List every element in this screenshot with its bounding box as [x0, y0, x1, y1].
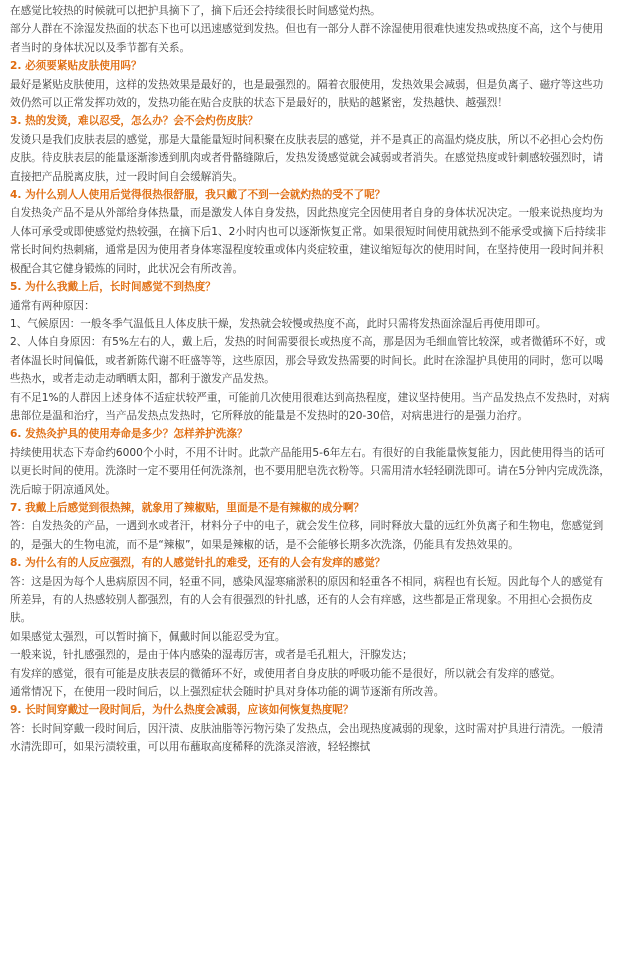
- body-paragraph: 答：这是因为每个人患病原因不同，轻重不同，感染风湿寒痛淤积的原因和轻重各不相同，病程也有长短。因此每个人的感觉有所差异，有的人热感较别人都强烈，有的人会有很强烈的针扎感，还有的人会有痒感，这些都是正常现象。不用担心会损伤皮肤。: [10, 575, 604, 625]
- body-paragraph: 自发热灸产品不是从外部给身体热量，而是激发人体自身发热，因此热度完全因使用者自身的身体状况决定。一般来说热度均为人体可承受或即使感觉灼热较强，在摘下后1、2小时内也可以逐渐恢复正常。如果很短时间使用就热到不能承受或摘下后持续非常长时间灼热刺痛，通常是因为使用者身体寒湿程度较重或体内炎症较重，建议缩短每次的使用时间，在坚持使用一段时间并积极配合其它健身锻炼的同时，此状况会有所改善。: [10, 207, 607, 275]
- body-paragraph: 2、人体自身原因：有5%左右的人，戴上后，发热的时间需要很长或热度不高，那是因为毛细血管比较深，或者微循环不好，或者体温长时间偏低，或者新陈代谢不旺盛等等，这些原因，那会导致发热需要的时间长。此时在涂湿护具使用的同时，您可以喝些热水，或者走动走动晒晒太阳，都利于激发产品发热。: [10, 336, 606, 386]
- body-paragraph: 有发痒的感觉，很有可能是皮肤表层的微循环不好，或使用者自身皮肤的呼吸功能不是很好，所以就会有发痒的感觉。: [10, 667, 561, 680]
- body-paragraph: 答：自发热灸的产品，一遇到水或者汗，材料分子中的电子，就会发生位移，同时释放大量的远红外负离子和生物电，您感觉到的，是强大的生物电流，而不是“辣椒”，如果是辣椒的话，是不会能够长期多次洗涤，仍能具有发热效果的。: [10, 520, 604, 551]
- body-paragraph: 通常情况下，在使用一段时间后，以上强烈症状会随时护具对身体功能的调节逐渐有所改善。: [10, 686, 445, 699]
- body-paragraph: 最好是紧贴皮肤使用，这样的发热效果是最好的，也是最强烈的。隔着衣服使用，发热效果会减弱，但是负离子、磁疗等这些功效仍然可以正常发挥功效的，发热功能在贴合皮肤的状态下是最好的，肤贴的越紧密，发热越快、越强烈！: [10, 78, 604, 110]
- body-paragraph: 通常有两种原因：: [10, 299, 95, 312]
- body-paragraph: 发烫只是我们皮肤表层的感觉，那是大量能量短时间积聚在皮肤表层的感觉，并不是真正的高温灼烧皮肤，所以不必担心会灼伤皮肤。待皮肤表层的能量逐渐渗透到肌肉或者骨骼缝隙后，发热发烫感觉就会减弱或者消失。在感觉热度或针刺感较强烈时，请直接把产品脱离皮肤，过一段时间自会缓解消失。: [10, 133, 604, 183]
- body-paragraph: 如果感觉太强烈，可以暂时摘下，佩戴时间以能忍受为宜。: [10, 630, 286, 643]
- body-paragraph: 有不足1%的人群因上述身体不适症状较严重，可能前几次使用很难达到高热程度，建议坚持使用。当产品发热点不发热时，对病患部位是温和治疗，当产品发热点发热时，它所释放的能量是不发热时的20-30倍，对病患进行的是强力治疗。: [10, 391, 610, 422]
- body-paragraph: 持续使用状态下寿命约6000个小时，不用不计时。此款产品能用5-6年左右。有很好的自我能量恢复能力，因此使用得当的话可以更长时间的使用。洗涤时一定不要用任何洗涤剂，也不要用肥皂洗衣粉等。只需用清水轻轻刷洗即可。请在5分钟内完成洗涤，洗后晾于阴凉通风处。: [10, 446, 610, 496]
- body-paragraph: 在感觉比较热的时候就可以把护具摘下了，摘下后还会持续很长时间感觉灼热。: [10, 5, 381, 17]
- faq-question-heading: 5. 为什么我戴上后，长时间感觉不到热度？: [10, 281, 216, 294]
- faq-question-heading: 9. 长时间穿戴过一段时间后，为什么热度会减弱，应该如何恢复热度呢？: [10, 704, 354, 717]
- faq-question-heading: 8. 为什么有的人反应强烈，有的人感觉针扎的难受，还有的人会有发痒的感觉？: [10, 557, 386, 570]
- faq-question-heading: 2. 必须要紧贴皮肤使用吗？: [10, 60, 142, 73]
- faq-question-heading: 6. 发热灸护具的使用寿命是多少？怎样养护洗涤？: [10, 428, 248, 441]
- body-paragraph: 答：长时间穿戴一段时间后，因汗渍、皮肤油脂等污物污染了发热点，会出现热度减弱的现象，这时需对护具进行清洗。一般清水清洗即可，如果污渍较重，可以用布蘸取高度稀释的洗涤灵溶液，轻轻擦拭: [10, 722, 604, 754]
- body-paragraph: 1、气候原因：一般冬季气温低且人体皮肤干燥，发热就会较慢或热度不高，此时只需将发热面涂湿后再使用即可。: [10, 317, 547, 330]
- faq-question-heading: 4. 为什么别人人使用后觉得很热很舒服，我只戴了不到一会就灼热的受不了呢？: [10, 189, 386, 202]
- body-paragraph: 部分人群在不涂湿发热面的状态下也可以迅速感觉到发热。但也有一部分人群不涂湿使用很难快速发热或热度不高，这个与使用者当时的身体状况以及季节都有关系。: [10, 23, 604, 54]
- faq-question-heading: 7. 我戴上后感觉到很热辣，就象用了辣椒贴，里面是不是有辣椒的成分啊？: [10, 501, 365, 514]
- body-paragraph: 一般来说，针扎感强烈的，是由于体内感染的湿毒厉害，或者是毛孔粗大，汗腺发达；: [10, 649, 413, 662]
- faq-question-heading: 3. 热的发烫，难以忍受，怎么办？会不会灼伤皮肤？: [10, 115, 259, 128]
